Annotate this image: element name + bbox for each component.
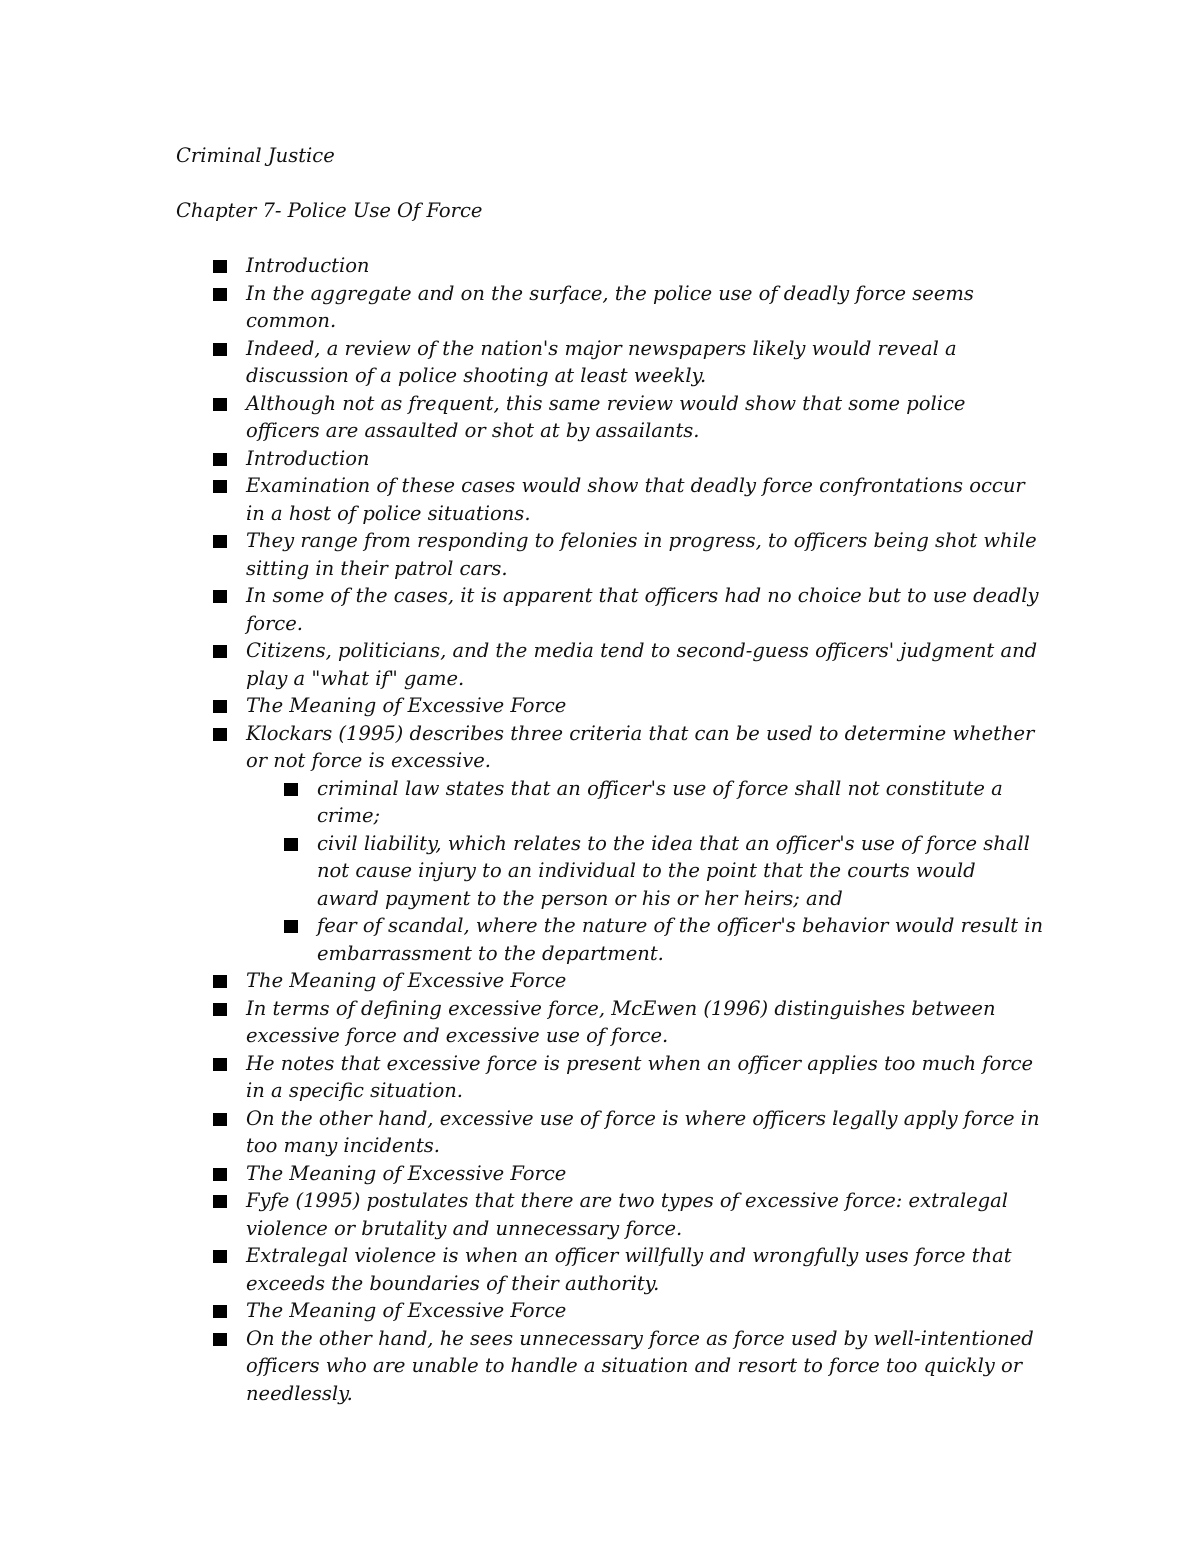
- bullet-text-line: too many incidents.: [246, 1134, 440, 1157]
- square-bullet-icon: [213, 453, 227, 466]
- bullet-item: [176, 637, 1036, 692]
- square-bullet-icon: [213, 1113, 227, 1126]
- bullet-text: [246, 995, 1036, 1050]
- bullet-text-line: or not force is excessive.: [246, 749, 491, 772]
- bullet-item: [176, 1050, 1036, 1105]
- bullet-text-line: In the aggregate and on the surface, the police use of deadly force seems: [246, 281, 974, 305]
- bullet-text: [246, 1105, 1040, 1160]
- bullet-text-line: excessive force and excessive use of force.: [246, 1024, 669, 1047]
- bullet-item: [176, 1105, 1040, 1160]
- bullet-text: [246, 472, 1036, 527]
- bullet-text: [246, 1187, 1036, 1242]
- bullet-text: [246, 1160, 1036, 1188]
- bullet-text: [246, 1297, 1036, 1325]
- bullet-text-line: common.: [246, 309, 337, 332]
- square-bullet-icon: [284, 838, 298, 851]
- bullet-text-line: in a specific situation.: [246, 1079, 463, 1102]
- bullet-item: [176, 1325, 1036, 1408]
- bullet-text-line: not cause injury to an individual to the point that the courts would: [317, 859, 976, 882]
- square-bullet-icon: [213, 398, 227, 411]
- bullet-text-line: The Meaning of Excessive Force: [246, 969, 567, 992]
- bullet-text: [246, 252, 1036, 280]
- bullet-item: [176, 967, 1036, 995]
- square-bullet-icon: [213, 1250, 227, 1263]
- bullet-list: [176, 252, 1044, 1407]
- bullet-text: [317, 912, 1044, 967]
- square-bullet-icon: [284, 920, 298, 933]
- bullet-text-line: Introduction: [246, 254, 370, 277]
- square-bullet-icon: [213, 1003, 227, 1016]
- bullet-item: [176, 527, 1036, 582]
- bullet-item: [176, 720, 1036, 775]
- bullet-text: [246, 390, 1036, 445]
- square-bullet-icon: [213, 535, 227, 548]
- bullet-text-line: On the other hand, excessive use of force is where officers legally apply force in: [246, 1106, 1040, 1130]
- bullet-text-line: needlessly.: [246, 1381, 353, 1405]
- bullet-text-line: exceeds the boundaries of their authority.: [246, 1271, 660, 1295]
- bullet-item: [176, 390, 1036, 445]
- bullet-text: [246, 637, 1036, 692]
- bullet-text: [246, 335, 1036, 390]
- bullet-item: [176, 1297, 1036, 1325]
- bullet-text: [246, 1050, 1036, 1105]
- bullet-text-line: Klockars (1995) describes three criteria that can be used to determine whether: [246, 721, 1035, 745]
- document-content: [176, 142, 1044, 1407]
- bullet-item: [176, 252, 1036, 280]
- bullet-item: [176, 1160, 1036, 1188]
- chapter-title: Chapter 7- Police Use Of Force: [176, 199, 483, 222]
- bullet-text-line: officers are assaulted or shot at by assailants.: [246, 419, 700, 442]
- bullet-text-line: Extralegal violence is when an officer willfully and wrongfully uses force that: [246, 1244, 1012, 1267]
- square-bullet-icon: [213, 645, 227, 658]
- bullet-text-line: Introduction: [246, 446, 370, 470]
- bullet-text-line: They range from responding to felonies in progress, to officers being shot while: [246, 529, 1037, 552]
- sub-bullet-item: [176, 830, 1036, 913]
- square-bullet-icon: [213, 1168, 227, 1181]
- sub-bullet-item: [176, 912, 1044, 967]
- bullet-item: [176, 995, 1036, 1050]
- bullet-item: [176, 1242, 1036, 1297]
- bullet-text: [246, 967, 1036, 995]
- square-bullet-icon: [213, 1058, 227, 1071]
- square-bullet-icon: [213, 975, 227, 988]
- bullet-text: [317, 830, 1036, 913]
- bullet-text-line: crime;: [317, 804, 381, 827]
- bullet-item: [176, 445, 1036, 473]
- bullet-text: [246, 1325, 1036, 1408]
- bullet-text: [246, 527, 1036, 582]
- bullet-text-line: On the other hand, he sees unnecessary force as force used by well-intentioned: [246, 1326, 1034, 1350]
- bullet-text-line: Indeed, a review of the nation's major newspapers likely would reveal a: [246, 336, 957, 360]
- bullet-text-line: In terms of defining excessive force, McEwen (1996) distinguishes between: [246, 996, 996, 1020]
- bullet-text-line: sitting in their patrol cars.: [246, 556, 508, 580]
- bullet-text-line: play a "what if" game.: [246, 666, 465, 690]
- bullet-item: [176, 582, 1039, 637]
- bullet-text-line: The Meaning of Excessive Force: [246, 694, 567, 717]
- bullet-text: [246, 280, 1036, 335]
- square-bullet-icon: [213, 288, 227, 301]
- bullet-text: [246, 582, 1039, 637]
- bullet-text: [246, 720, 1036, 775]
- bullet-item: [176, 335, 1036, 390]
- bullet-text-line: force.: [246, 611, 303, 635]
- bullet-text-line: violence or brutality and unnecessary force.: [246, 1216, 683, 1240]
- bullet-text-line: Fyfe (1995) postulates that there are two types of excessive force: extralegal: [246, 1189, 1009, 1212]
- bullet-text: [317, 775, 1036, 830]
- bullet-item: [176, 1187, 1036, 1242]
- bullet-text-line: embarrassment to the department.: [317, 941, 664, 965]
- bullet-text-line: in a host of police situations.: [246, 501, 531, 525]
- bullet-text-line: Examination of these cases would show that deadly force confrontations occur: [246, 474, 1025, 497]
- bullet-item: [176, 472, 1036, 527]
- bullet-text-line: Although not as frequent, this same review would show that some police: [246, 391, 966, 415]
- square-bullet-icon: [213, 480, 227, 493]
- bullet-text-line: In some of the cases, it is apparent that officers had no choice but to use deadly: [246, 584, 1039, 607]
- bullet-text: [246, 445, 1036, 473]
- square-bullet-icon: [213, 1195, 227, 1208]
- square-bullet-icon: [213, 1305, 227, 1318]
- bullet-item: [176, 692, 1036, 720]
- square-bullet-icon: [284, 783, 298, 796]
- square-bullet-icon: [213, 1333, 227, 1346]
- bullet-text-line: fear of scandal, where the nature of the officer's behavior would result in: [317, 914, 1044, 937]
- sub-bullet-item: [176, 775, 1036, 830]
- bullet-text-line: award payment to the person or his or her heirs; and: [317, 886, 843, 910]
- bullet-text: [246, 1242, 1036, 1297]
- document-title: Criminal Justice: [176, 144, 335, 167]
- bullet-text-line: The Meaning of Excessive Force: [246, 1299, 567, 1322]
- bullet-text: [246, 692, 1036, 720]
- bullet-text-line: officers who are unable to handle a situation and resort to force too quickly or: [246, 1354, 1023, 1377]
- bullet-text-line: The Meaning of Excessive Force: [246, 1161, 567, 1185]
- bullet-text-line: discussion of a police shooting at least weekly.: [246, 364, 707, 387]
- square-bullet-icon: [213, 343, 227, 356]
- bullet-text-line: Citizens, politicians, and the media tend to second-guess officers' judgment and: [246, 639, 1038, 662]
- bullet-item: [176, 280, 1036, 335]
- bullet-text-line: He notes that excessive force is present when an officer applies too much force: [246, 1051, 1034, 1075]
- square-bullet-icon: [213, 700, 227, 713]
- square-bullet-icon: [213, 260, 227, 273]
- square-bullet-icon: [213, 590, 227, 603]
- bullet-text-line: criminal law states that an officer's use of force shall not constitute a: [317, 776, 1003, 800]
- square-bullet-icon: [213, 728, 227, 741]
- bullet-text-line: civil liability, which relates to the idea that an officer's use of force shall: [317, 831, 1030, 855]
